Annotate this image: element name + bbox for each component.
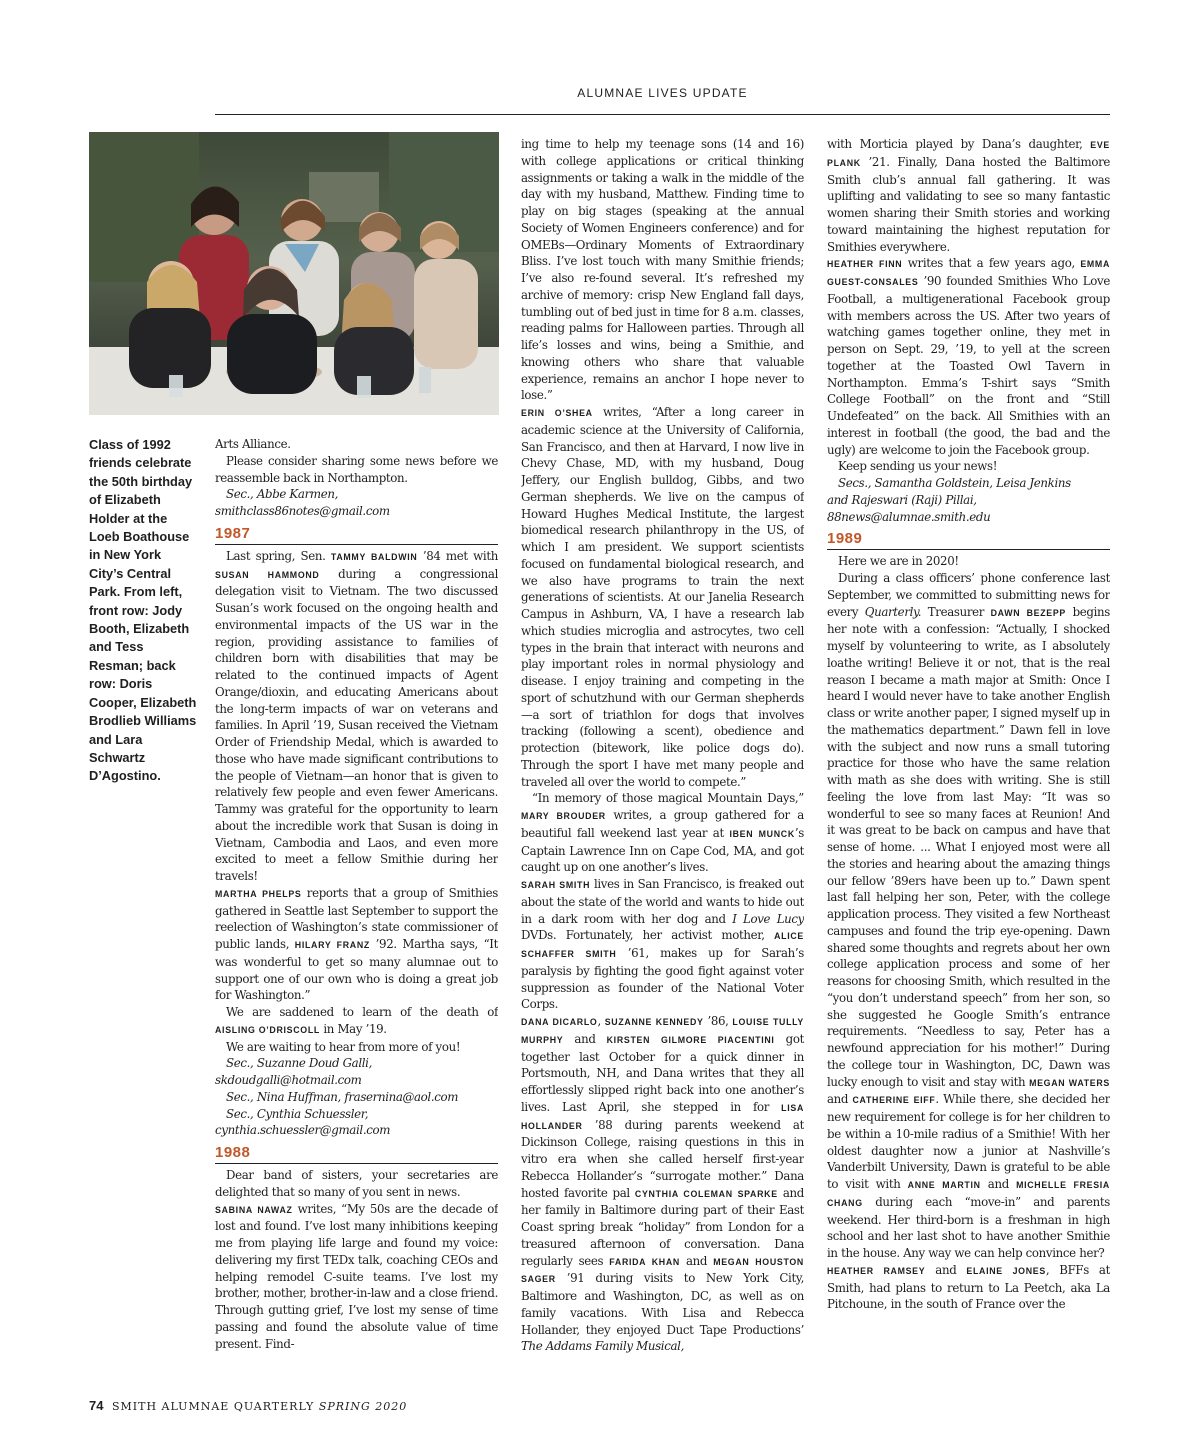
class-year-heading: 1989	[827, 530, 1110, 550]
alumna-name: MARTHA PHELPS	[215, 888, 302, 899]
group-photo	[89, 132, 499, 415]
paragraph: HEATHER RAMSEY and ELAINE JONES, BFFs at Smith, had plans to return to La Peetch, aka La Pitchoune, in the south of France over the	[827, 1262, 1110, 1312]
paragraph: We are saddened to learn of the death of AISLING O’DRISCOLL in May ’19.	[215, 1005, 498, 1036]
alumna-name: IBEN MUNCK	[729, 828, 795, 839]
alumna-name: ELAINE JONES	[966, 1265, 1046, 1276]
page-footer	[89, 1398, 407, 1413]
paragraph: HEATHER FINN writes that a few years ago, EMMA GUEST-CONSALES ’90 founded Smithies Who Love Football, a multigenerational Facebook group with members across the US. After two years of watching games together online, they met in person on Sept. 29, ’19, to yell at the screen together at the Toasted Owl Tavern in Northampton. Emma’s T-shirt says “Smith College Football” on the front and “Still Undefeated” on the back. All Smithies with an interest in football (the good, the bad and the ugly) are welcome to join the Facebook group.	[827, 256, 1110, 457]
alumna-name: ERIN O’SHEA	[521, 408, 593, 418]
magazine-title: SMITH ALUMNAE QUARTERLY	[111, 1400, 315, 1413]
column-2	[521, 136, 804, 1356]
alumna-name: ALICE SCHAFFER SMITH	[521, 931, 804, 959]
section-header: ALUMNAE LIVES UPDATE	[577, 86, 748, 100]
alumna-name: FARIDA KHAN	[609, 1256, 680, 1267]
alumna-name: LISA HOLLANDER	[521, 1102, 804, 1131]
alumna-name: KIRSTEN GILMORE PIACENTINI	[606, 1034, 775, 1045]
paragraph: Please consider sharing some news before we reassemble back in Northampton.	[215, 453, 498, 485]
alumna-name: TAMMY BALDWIN	[330, 551, 418, 562]
alumna-name: SABINA NAWAZ	[215, 1204, 293, 1215]
paragraph: Keep sending us your news!	[838, 459, 998, 474]
header-rule	[215, 114, 1110, 115]
paragraph: ing time to help my teenage sons (14 and 16) with college applications or critical thinking assignments or taking a walk in the middle of the day with my husband, Matthew. Finding time to play on big stages (speaking at the annual Society of Women Engineers conference) and for OMEBs—Ordinary Moments of Extraordinary Bliss. I’ve lost touch with many Smithie friends; I’ve also re-found several. It’s refreshed my archive of memory: crisp New England fall days, tumbling out of bed just in time for 8 a.m. classes, reading palms for Halloween parties. Through all life’s losses and wins, being a Smithie, and knowing others who share that valuable experience, remains an anchor I hope never to lose.”	[521, 137, 804, 403]
column-1	[215, 436, 498, 1356]
photo-caption: Class of 1992 friends celebrate the 50th birthday of Elizabeth Holder at the Loeb Boathouse in New York City’s Central Park. From left, front row: Jody Booth, Elizabeth and Tess Resman; back row: Doris Cooper, Elizabeth Brodlieb Williams and Lara Schwartz D’Agostino.	[89, 437, 197, 784]
alumna-name: MEGAN HOUSTON SAGER	[521, 1256, 804, 1285]
paragraph: Dear band of sisters, your secretaries are delighted that so many of you sent in news.	[215, 1168, 498, 1199]
alumna-name: MARY BROUDER	[521, 811, 606, 821]
alumna-name: EVE PLANK	[827, 140, 1110, 168]
alumna-name: ANNE MARTIN	[907, 1180, 981, 1190]
paragraph: ERIN O’SHEA writes, “After a long career in academic science at the University of California, San Francisco, and then at Harvard, I now live in Chevy Chase, MD, with my husband, Doug Jeffery, our English bulldog, Gibbs, and two German shepherds. We live on the campus of Howard Hughes Medical Institute, the largest biomedical research philanthropy in the US, of which I am president. We support scientists focused on fundamental biological research, and we also have programs to train the next generations of scientists. At our Janelia Research Campus in Ashburn, VA, I have a research lab which studies microglia and astrocytes, two cell types in the brain that interact with neurons and play important roles in normal physiology and disease. I enjoy training and competing in the sport of schutzhund with our German shepherds—a sort of triathlon for dogs that involves tracking (following a scent), obedience and protection (bitework, like police dogs do). Through the sport I have met many people and traveled all over the world to compete.”	[521, 405, 804, 789]
alumna-name: HEATHER FINN	[827, 259, 903, 270]
alumna-name: HILARY FRANZ	[294, 940, 370, 950]
alumna-name: DANA DICARLO	[521, 1017, 598, 1027]
secretary-line: Sec., Cynthia Schuessler,	[226, 1106, 369, 1121]
class-year-heading: 1987	[215, 525, 498, 545]
alumna-name: CATHERINE EIFF	[852, 1095, 936, 1106]
paragraph: MARTHA PHELPS reports that a group of Smithies gathered in Seattle last September to support the reelection of Washington’s state commissioner of public lands, HILARY FRANZ ’92. Martha says, “It was wonderful to get so many alumnae out to support one of our own who is doing a great job for Washington.”	[215, 885, 498, 1003]
secretary-email: smithclass86notes@gmail.com	[215, 504, 390, 518]
paragraph: Here we are in 2020!	[838, 554, 959, 569]
alumna-name: AISLING O’DRISCOLL	[215, 1024, 320, 1035]
paragraph: DANA DICARLO, SUZANNE KENNEDY ’86, LOUISE TULLY MURPHY and KIRSTEN GILMORE PIACENTINI got together last October for a quick dinner in Portsmouth, NH, and Dana writes that they all effortlessly slipped right back into one another’s lives. Last April, she stepped in for LISA HOLLANDER ’88 during parents weekend at Dickinson College, raising questions in this in vitro era when she called herself first-year Rebecca Hollander’s “surrogate mother.” Dana hosted favorite pal CYNTHIA COLEMAN SPARKE and her family in Baltimore during part of their East Coast spring break “holiday” from London for a treasured afternoon of conversation. Dana regularly sees FARIDA KHAN and MEGAN HOUSTON SAGER ’91 during visits to New York City, Baltimore and Washington, DC, as well as on family vacations. With Lisa and Rebecca Hollander, they enjoyed Duct Tape Productions’ The Addams Family Musical,	[521, 1014, 804, 1354]
alumna-name: EMMA GUEST-CONSALES	[827, 259, 1110, 287]
paragraph: SABINA NAWAZ writes, “My 50s are the decade of lost and found. I’ve lost many inhibitions keeping me from playing life large and found my voice: delivering my first TEDx talk, coaching CEOs and helping remodel C-suite teams. I’ve lost my brother, mother, brother-in-law and a close friend. Through gutting grief, I’ve lost my sense of time passing and found the absolute value of time present. Find-	[215, 1201, 498, 1351]
paragraph: We are waiting to hear from more of you!	[226, 1039, 461, 1054]
alumna-name: MICHELLE FRESIA CHANG	[827, 1180, 1110, 1208]
issue-label: SPRING 2020	[318, 1400, 408, 1413]
class-year-heading: 1988	[215, 1144, 498, 1164]
paragraph: “In memory of those magical Mountain Days,” MARY BROUDER writes, a group gathered for a beautiful fall weekend last year at IBEN MUNCK’s Captain Lawrence Inn on Cape Cod, MA, and got caught up on one another’s lives.	[521, 791, 804, 875]
paragraph: Last spring, Sen. TAMMY BALDWIN ’84 met with SUSAN HAMMOND during a congressional delegation visit to Vietnam. The two discussed Susan’s work focused on the ongoing health and environmental impacts of the US war in the region, providing assistance to families of children born with disabilities that may be related to the continued impacts of Agent Orange/dioxin, and educating Americans about the long-term impacts of war on veterans and families. In April ’19, Susan received the Vietnam Order of Friendship Medal, which is awarded to those who have made significant contributions to the people of Vietnam—an honor that is given to relatively few people and even fewer Americans. Tammy was grateful for the opportunity to learn about the incredible work that Susan is doing in Vietnam, Cambodia and Laos, and even more excited to meet a fellow Smithie during her travels!	[215, 548, 498, 883]
column-3	[827, 136, 1110, 1356]
alumna-name: SUSAN HAMMOND	[215, 569, 320, 580]
secretary-line: Sec., Suzanne Doud Galli,	[226, 1056, 373, 1071]
alumna-name: MEGAN WATERS	[1029, 1077, 1110, 1088]
alumna-name: HEATHER RAMSEY	[827, 1265, 926, 1276]
alumna-name: SARAH SMITH	[521, 880, 591, 890]
paragraph: SARAH SMITH lives in San Francisco, is freaked out about the state of the world and wants to hide out in a dark room with her dog and I Love Lucy DVDs. Fortunately, her activist mother, ALICE SCHAFFER SMITH ’61, makes up for Sarah’s paralysis by fighting the good fight against voter suppression as founder of the National Voter Corps.	[521, 877, 804, 1012]
secretary-email: skdoudgalli@hotmail.com	[215, 1073, 362, 1087]
secretary-line: Sec., Nina Huffman, frasernina@aol.com	[226, 1089, 459, 1104]
alumna-name: LOUISE TULLY MURPHY	[521, 1017, 804, 1045]
alumna-name: CYNTHIA COLEMAN SPARKE	[634, 1188, 778, 1199]
paragraph: Arts Alliance.	[215, 437, 291, 451]
secretary-email: 88news@alumnae.smith.edu	[827, 509, 991, 524]
page-number: 74	[89, 1398, 104, 1413]
secretary-email: cynthia.schuessler@gmail.com	[215, 1123, 391, 1138]
secretary-line: Sec., Abbe Karmen,	[226, 487, 338, 502]
paragraph: During a class officers’ phone conference last September, we committed to submitting news for every Quarterly. Treasurer DAWN BEZEPP begins her note with a confession: “Actually, I shocked myself by volunteering to write, as I absolutely loathe writing! Believe it or not, that is the real reason I became a math major at Smith: Once I heard I would never have to take another English class or write another paper, I signed myself up in the mathematics department.” Dawn fell in love with the subject and now runs a small tutoring practice for those who have the same relation with math as she does with writing. She is still feeling the love from last May: “It was so wonderful to see so many faces at Reunion! And it was great to be back on campus and have that sense of home. ... What I enjoyed most were all the stories and hearing about the amazing things our fellow ’89ers have been up to.” Dawn spent last fall helping her son, Peter, with the college application process. They visited a few Northeast campuses and found the trip eye-opening. Dawn shared some thoughts and regrets about her own college application process and some of her reasons for choosing Smith, which resulted in the “you don’t understand speech” from her son, so she suggested he Google Smith’s entrance requirements. “Needless to say, Peter has a newfound appreciation for his mother!” During the college tour in Washington, DC, Dawn was lucky enough to visit and stay with MEGAN WATERS and CATHERINE EIFF. While there, she decided her new requirement for college is for her children to be within a 10-mile radius of a Smithie! With her oldest daughter now a junior at Nashville’s Vanderbilt University, Dawn is grateful to be able to visit with ANNE MARTIN and MICHELLE FRESIA CHANG during each “move-in” and parents weekend. Her third-born is a freshman in high school and her last shot to have another Smithie in the house. Any way we can help convince her?	[827, 571, 1110, 1260]
paragraph: with Morticia played by Dana’s daughter, EVE PLANK ’21. Finally, Dana hosted the Baltimore Smith club’s annual fall gathering. It was uplifting and validating to see so many fantastic women sharing their Smith stories and working toward maintaining the highest reputation for Smithies everywhere.	[827, 137, 1110, 254]
alumna-name: DAWN BEZEPP	[990, 607, 1066, 618]
secretary-line: and Rajeswari (Raji) Pillai,	[827, 492, 977, 507]
alumna-name: SUZANNE KENNEDY	[604, 1017, 704, 1027]
secretary-line: Secs., Samantha Goldstein, Leisa Jenkins	[838, 476, 1071, 490]
